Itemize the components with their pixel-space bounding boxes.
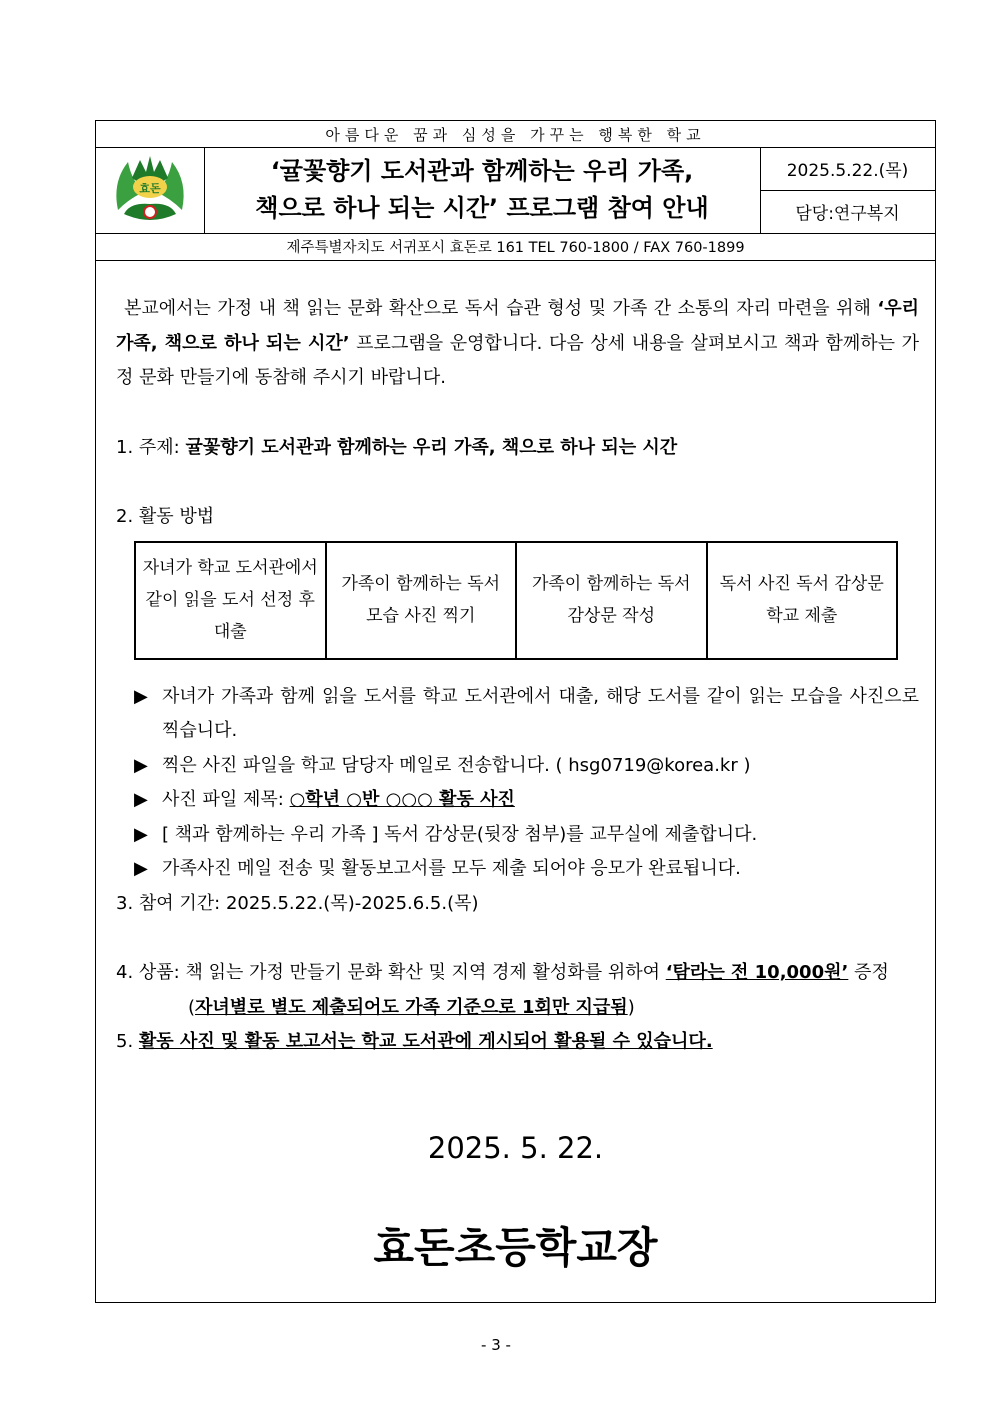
step-cell: 자녀가 학교 도서관에서 같이 읽을 도서 선정 후 대출 — [135, 542, 326, 659]
item-1-theme — [116, 431, 919, 466]
item-3-period: 3. 참여 기간: 2025.5.22.(목)-2025.6.5.(목) — [116, 892, 479, 914]
issue-date: 2025.5.22.(목) — [760, 147, 935, 191]
triangle-bullet-icon: ▶ — [134, 858, 148, 879]
bullet-item — [116, 783, 919, 818]
triangle-bullet-icon: ▶ — [134, 823, 148, 845]
header-row — [96, 147, 935, 234]
bullet-text: [ 책과 함께하는 우리 가족 ] 독서 감상문(뒷장 첨부)를 교무실에 제출합니다. — [162, 823, 758, 845]
document-title — [204, 147, 761, 233]
activity-steps-table — [134, 541, 898, 660]
item-4-note — [116, 991, 919, 1026]
item-5-value: 활동 사진 및 활동 보고서는 학교 도서관에 게시되어 활용될 수 있습니다. — [138, 1031, 713, 1052]
bullet-item — [116, 852, 919, 887]
signature-date: 2025. 5. 22. — [427, 1131, 604, 1165]
triangle-bullet-icon: ▶ — [134, 789, 148, 810]
item-1-label: 1. 주제: — [116, 436, 186, 458]
bullet-item — [116, 818, 919, 853]
svg-text:효돈: 효돈 — [139, 182, 161, 195]
school-address: 제주특별자치도 서귀포시 효돈로 161 TEL 760-1800 / FAX 760-1899 — [96, 233, 935, 261]
item-2-label: 2. 활동 방법 — [116, 506, 215, 527]
school-logo — [96, 147, 205, 233]
bullet-text — [162, 783, 919, 818]
notice-frame — [95, 120, 936, 1303]
triangle-bullet-icon: ▶ — [134, 685, 148, 707]
bullet-text: 가족사진 메일 전송 및 활동보고서를 모두 제출 되어야 응모가 완료됩니다. — [162, 858, 741, 879]
item-4-prize — [116, 956, 919, 991]
item-4-label: 4. 상품: 책 읽는 가정 만들기 문화 확산 및 지역 경제 활성화를 위하여 — [116, 962, 666, 983]
triangle-bullet-icon: ▶ — [134, 754, 148, 776]
item-5-label: 5. — [116, 1031, 139, 1052]
bullet-item — [116, 680, 919, 749]
step-cell: 가족이 함께하는 독서 감상문 작성 — [516, 542, 707, 659]
file-title-label: 사진 파일 제목: — [162, 789, 290, 810]
intro-text-2: 프로그램을 운영합니다. 다음 상세 내용을 살펴보시고 책과 함께하는 가정 문화 만들기에 동참해 주시기 바랍니다. — [116, 332, 920, 388]
school-motto: 아름다운 꿈과 심성을 가꾸는 행복한 학교 — [96, 121, 935, 148]
title-line-2: 책으로 하나 되는 시간’ 프로그램 참여 안내 — [255, 194, 709, 222]
intro-text-1: 본교에서는 가정 내 책 읽는 문화 확산으로 독서 습관 형성 및 가족 간 소통의 자리 마련을 위해 — [124, 298, 878, 319]
school-emblem-icon — [110, 152, 190, 228]
paren-close: ) — [627, 996, 635, 1018]
page-number: - 3 - — [481, 1336, 511, 1354]
item-1-value: 귤꽃향기 도서관과 함께하는 우리 가족, 책으로 하나 되는 시간 — [185, 436, 678, 458]
signature-principal: 효돈초등학교장 — [373, 1223, 658, 1272]
step-cell: 독서 사진 독서 감상문 학교 제출 — [707, 542, 898, 659]
activity-bullets — [116, 680, 919, 887]
title-line-1: ‘귤꽃향기 도서관과 함께하는 우리 가족, — [270, 157, 694, 185]
file-title-format: ○학년 ○반 ○○○ 활동 사진 — [289, 789, 515, 810]
bullet-text: 자녀가 가족과 함께 읽을 도서를 학교 도서관에서 대출, 해당 도서를 같이 읽는 모습을 사진으로 찍습니다. — [162, 685, 919, 741]
intro-paragraph — [116, 292, 919, 396]
bullet-item — [116, 749, 919, 784]
prize-note: 자녀별로 별도 제출되어도 가족 기준으로 1회만 지급됨 — [195, 996, 628, 1018]
intro-program-name: ‘우리 가족, 책으로 하나 되는 시간’ — [116, 298, 919, 354]
prize-name: ‘탐라는 전 10,000원’ — [665, 962, 849, 983]
item-4-suffix: 증정 — [848, 962, 889, 983]
paren-open: ( — [188, 996, 196, 1018]
step-cell: 가족이 함께하는 독서 모습 사진 찍기 — [326, 542, 517, 659]
item-5-notice — [116, 1025, 919, 1060]
bullet-text: 찍은 사진 파일을 학교 담당자 메일로 전송합니다. ( hsg0719@korea.kr ) — [162, 754, 751, 776]
notice-body — [116, 292, 919, 1060]
responsible-dept: 담당:연구복지 — [795, 204, 900, 224]
